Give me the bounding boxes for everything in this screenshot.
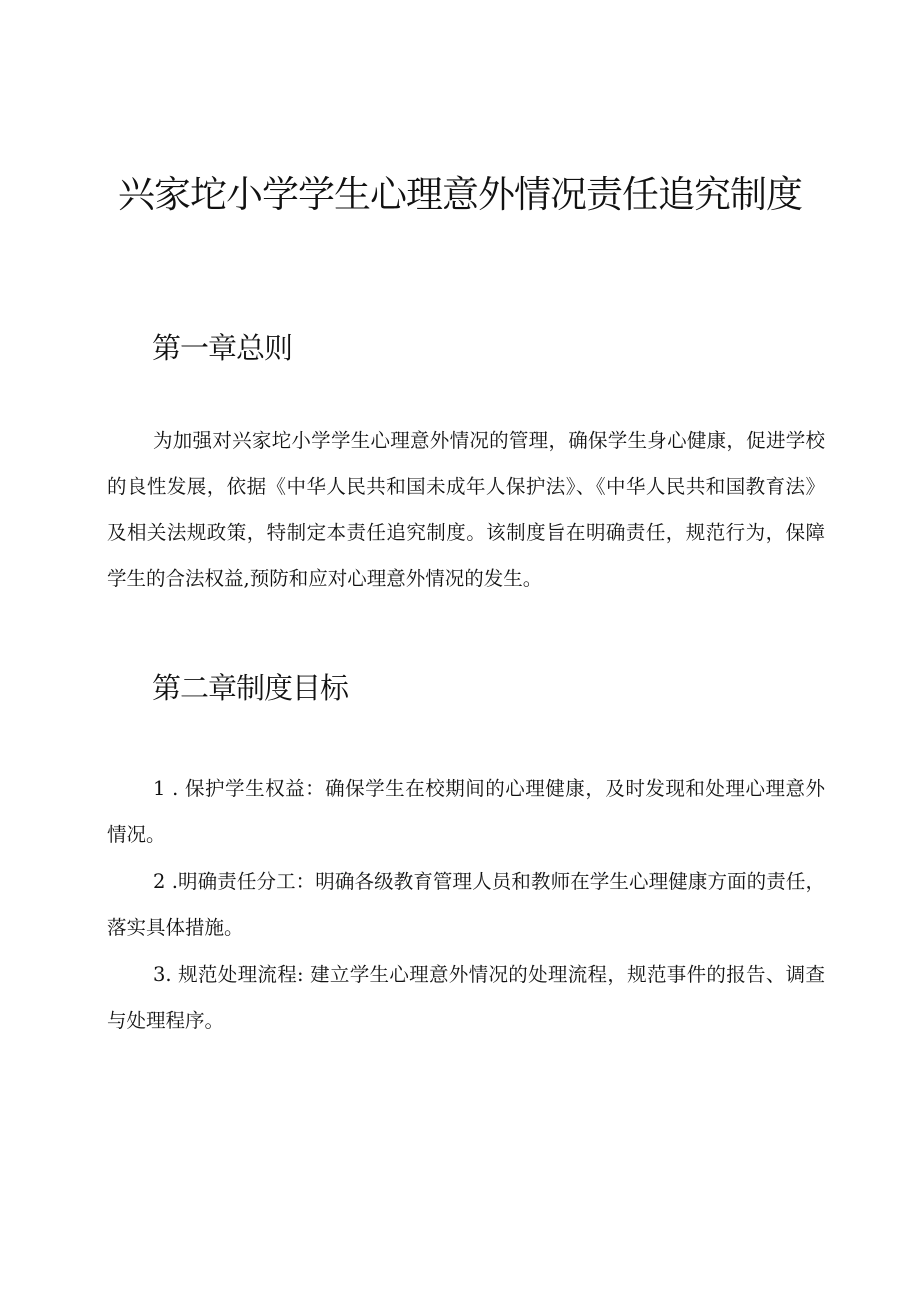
chapter-1-heading: 第一章总则	[152, 331, 293, 365]
goal-item-2: 2 .明确责任分工：明确各级教育管理人员和教师在学生心理健康方面的责任，落实具体措施。	[107, 870, 825, 939]
chapter-1-paragraph: 为加强对兴家坨小学学生心理意外情况的管理，确保学生身心健康，促进学校的良性发展，依据《中华人民共和国未成年人保护法》、《中华人民共和国教育法》及相关法规政策，特制定本责任追究制度。该制度旨在明确责任，规范行为，保障学生的合法权益,预防和应对心理意外情况的发生。	[107, 429, 825, 590]
goal-item-3: 3. 规范处理流程: 建立学生心理意外情况的处理流程，规范事件的报告、调查与处理程序。	[107, 963, 825, 1032]
goal-item-1: 1 . 保护学生权益：确保学生在校期间的心理健康，及时发现和处理心理意外情况。	[107, 777, 825, 846]
document-title: 兴家坨小学学生心理意外情况责任追究制度	[118, 173, 802, 216]
chapter-2-heading: 第二章制度目标	[152, 671, 349, 705]
